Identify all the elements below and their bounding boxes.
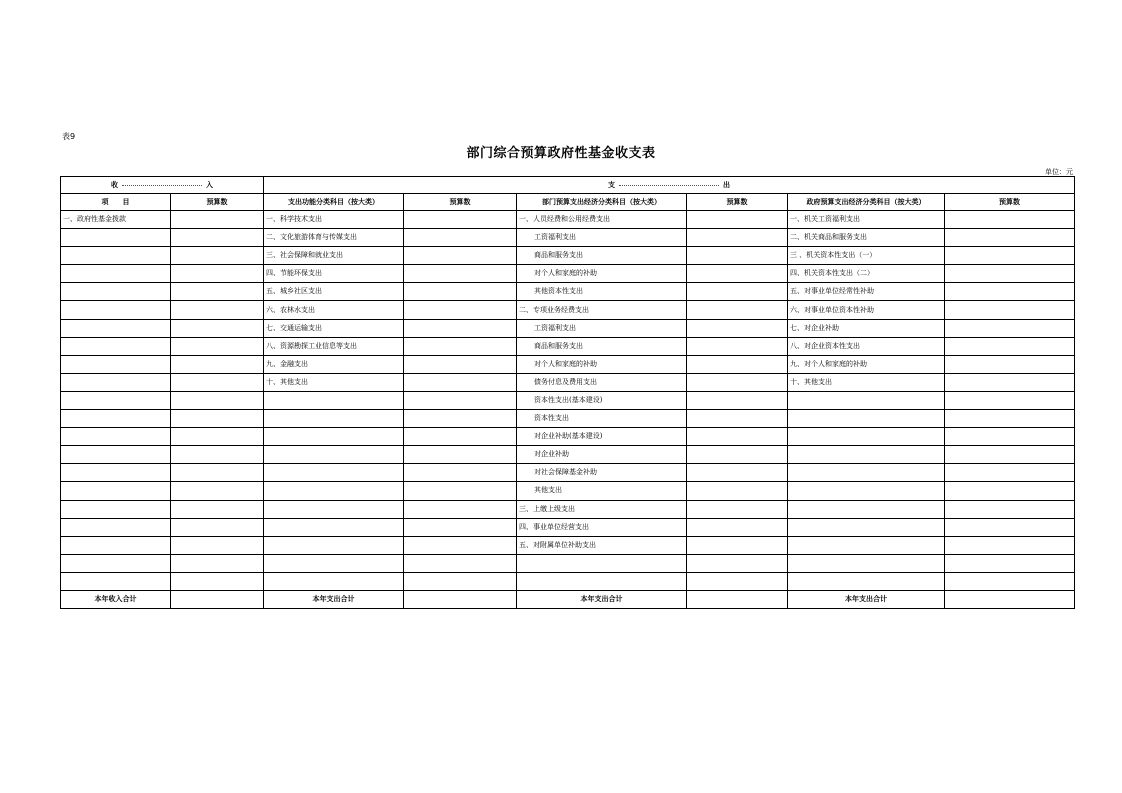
table-row bbox=[61, 337, 1075, 355]
dept-budget-cell bbox=[687, 391, 788, 409]
dept-budget-cell bbox=[687, 500, 788, 518]
gov-budget-cell bbox=[945, 337, 1075, 355]
dept-cell: 三、上缴上级支出 bbox=[517, 500, 687, 518]
table-row bbox=[61, 536, 1075, 554]
income-header-left: 收 bbox=[111, 180, 118, 189]
gov-cell bbox=[788, 554, 945, 572]
gov-cell: 十、其他支出 bbox=[788, 373, 945, 391]
table-row bbox=[61, 410, 1075, 428]
table-number: 表9 bbox=[62, 132, 76, 141]
income-budget-cell bbox=[171, 554, 264, 572]
gov-budget-cell bbox=[945, 410, 1075, 428]
func-cell: 六、农林水支出 bbox=[264, 301, 404, 319]
income-cell: 一、政府性基金拨款 bbox=[61, 211, 171, 229]
dept-budget-cell bbox=[687, 229, 788, 247]
func-cell bbox=[264, 391, 404, 409]
dept-cell: 其他支出 bbox=[517, 482, 687, 500]
dept-cell: 五、对附属单位补助支出 bbox=[517, 536, 687, 554]
dept-cell bbox=[517, 554, 687, 572]
dept-total-label: 本年支出合计 bbox=[517, 590, 687, 608]
dept-cell: 对社会保障基金补助 bbox=[517, 464, 687, 482]
dept-cell: 一、人员经费和公用经费支出 bbox=[517, 211, 687, 229]
income-cell bbox=[61, 554, 171, 572]
dept-cell: 工资福利支出 bbox=[517, 319, 687, 337]
dept-cell: 商品和服务支出 bbox=[517, 337, 687, 355]
func-budget-cell bbox=[404, 373, 517, 391]
gov-cell: 六、对事业单位资本性补助 bbox=[788, 301, 945, 319]
func-cell bbox=[264, 518, 404, 536]
dept-budget-cell bbox=[687, 319, 788, 337]
gov-budget-cell bbox=[945, 536, 1075, 554]
gov-cell bbox=[788, 464, 945, 482]
gov-cell bbox=[788, 482, 945, 500]
gov-cell bbox=[788, 536, 945, 554]
gov-budget-cell bbox=[945, 446, 1075, 464]
income-cell bbox=[61, 337, 171, 355]
gov-cell: 八、对企业资本性支出 bbox=[788, 337, 945, 355]
func-cell: 九、金融支出 bbox=[264, 355, 404, 373]
dept-cell bbox=[517, 572, 687, 590]
col-dept: 部门预算支出经济分类科目（按大类） bbox=[517, 194, 687, 211]
expense-header-dots bbox=[619, 185, 719, 186]
dept-budget-cell bbox=[687, 536, 788, 554]
income-cell bbox=[61, 536, 171, 554]
unit-label: 单位：元 bbox=[1045, 168, 1073, 176]
gov-budget-cell bbox=[945, 482, 1075, 500]
col-income-budget: 预算数 bbox=[171, 194, 264, 211]
dept-cell: 资本性支出(基本建设) bbox=[517, 391, 687, 409]
gov-budget-cell bbox=[945, 355, 1075, 373]
func-cell bbox=[264, 482, 404, 500]
table-row bbox=[61, 554, 1075, 572]
gov-cell bbox=[788, 572, 945, 590]
page-title: 部门综合预算政府性基金收支表 bbox=[466, 146, 656, 161]
gov-cell bbox=[788, 410, 945, 428]
table-row bbox=[61, 211, 1075, 229]
func-cell: 七、交通运输支出 bbox=[264, 319, 404, 337]
table-row bbox=[61, 518, 1075, 536]
col-gov: 政府预算支出经济分类科目（按大类） bbox=[788, 194, 945, 211]
func-budget-cell bbox=[404, 211, 517, 229]
dept-cell: 对企业补助 bbox=[517, 446, 687, 464]
income-budget-cell bbox=[171, 410, 264, 428]
income-budget-cell bbox=[171, 355, 264, 373]
table-row bbox=[61, 500, 1075, 518]
income-total-value bbox=[171, 590, 264, 608]
dept-cell: 二、专项业务经费支出 bbox=[517, 301, 687, 319]
col-dept-budget: 预算数 bbox=[687, 194, 788, 211]
dept-budget-cell bbox=[687, 373, 788, 391]
gov-cell bbox=[788, 500, 945, 518]
func-budget-cell bbox=[404, 410, 517, 428]
dept-total-value bbox=[687, 590, 788, 608]
func-budget-cell bbox=[404, 319, 517, 337]
func-budget-cell bbox=[404, 265, 517, 283]
table-row bbox=[61, 391, 1075, 409]
gov-budget-cell bbox=[945, 319, 1075, 337]
func-budget-cell bbox=[404, 482, 517, 500]
dept-cell: 四、事业单位经营支出 bbox=[517, 518, 687, 536]
dept-cell: 对个人和家庭的补助 bbox=[517, 265, 687, 283]
dept-budget-cell bbox=[687, 518, 788, 536]
col-item: 项 目 bbox=[61, 194, 171, 211]
column-header-row bbox=[61, 194, 1075, 211]
dept-cell: 资本性支出 bbox=[517, 410, 687, 428]
gov-budget-cell bbox=[945, 554, 1075, 572]
income-budget-cell bbox=[171, 283, 264, 301]
dept-budget-cell bbox=[687, 428, 788, 446]
func-cell: 一、科学技术支出 bbox=[264, 211, 404, 229]
income-budget-cell bbox=[171, 319, 264, 337]
income-budget-cell bbox=[171, 247, 264, 265]
func-cell: 二、文化旅游体育与传媒支出 bbox=[264, 229, 404, 247]
func-cell: 五、城乡社区支出 bbox=[264, 283, 404, 301]
func-cell bbox=[264, 410, 404, 428]
income-budget-cell bbox=[171, 373, 264, 391]
income-budget-cell bbox=[171, 572, 264, 590]
col-func-budget: 预算数 bbox=[404, 194, 517, 211]
col-gov-budget: 预算数 bbox=[945, 194, 1075, 211]
func-budget-cell bbox=[404, 518, 517, 536]
gov-cell bbox=[788, 446, 945, 464]
table-row bbox=[61, 373, 1075, 391]
dept-cell: 对企业补助(基本建设) bbox=[517, 428, 687, 446]
dept-budget-cell bbox=[687, 482, 788, 500]
income-cell bbox=[61, 373, 171, 391]
dept-budget-cell bbox=[687, 572, 788, 590]
func-budget-cell bbox=[404, 536, 517, 554]
income-budget-cell bbox=[171, 301, 264, 319]
income-header-dots bbox=[122, 185, 202, 186]
dept-cell: 工资福利支出 bbox=[517, 229, 687, 247]
total-row bbox=[61, 590, 1075, 608]
gov-budget-cell bbox=[945, 500, 1075, 518]
gov-budget-cell bbox=[945, 464, 1075, 482]
gov-total-value bbox=[945, 590, 1075, 608]
income-cell bbox=[61, 482, 171, 500]
budget-table bbox=[60, 176, 1075, 609]
func-budget-cell bbox=[404, 572, 517, 590]
func-budget-cell bbox=[404, 391, 517, 409]
expense-header-right: 出 bbox=[723, 180, 731, 189]
gov-budget-cell bbox=[945, 301, 1075, 319]
gov-cell: 二、机关商品和服务支出 bbox=[788, 229, 945, 247]
income-cell bbox=[61, 391, 171, 409]
expense-header bbox=[264, 177, 1075, 194]
table-row bbox=[61, 446, 1075, 464]
table-row bbox=[61, 355, 1075, 373]
gov-total-label: 本年支出合计 bbox=[788, 590, 945, 608]
gov-budget-cell bbox=[945, 265, 1075, 283]
gov-budget-cell bbox=[945, 518, 1075, 536]
gov-cell: 五、对事业单位经常性补助 bbox=[788, 283, 945, 301]
income-cell bbox=[61, 283, 171, 301]
table-row bbox=[61, 265, 1075, 283]
func-cell bbox=[264, 464, 404, 482]
income-cell bbox=[61, 265, 171, 283]
income-budget-cell bbox=[171, 428, 264, 446]
dept-budget-cell bbox=[687, 301, 788, 319]
func-cell bbox=[264, 428, 404, 446]
func-cell: 八、资源勘探工业信息等支出 bbox=[264, 337, 404, 355]
func-budget-cell bbox=[404, 283, 517, 301]
col-func: 支出功能分类科目（按大类） bbox=[264, 194, 404, 211]
gov-cell: 九、对个人和家庭的补助 bbox=[788, 355, 945, 373]
dept-cell: 商品和服务支出 bbox=[517, 247, 687, 265]
func-total-value bbox=[404, 590, 517, 608]
func-cell bbox=[264, 536, 404, 554]
gov-budget-cell bbox=[945, 391, 1075, 409]
gov-budget-cell bbox=[945, 229, 1075, 247]
dept-budget-cell bbox=[687, 355, 788, 373]
table-row bbox=[61, 229, 1075, 247]
dept-budget-cell bbox=[687, 464, 788, 482]
dept-cell: 债务付息及费用支出 bbox=[517, 373, 687, 391]
func-budget-cell bbox=[404, 337, 517, 355]
income-cell bbox=[61, 428, 171, 446]
expense-header-left: 支 bbox=[608, 180, 616, 189]
table-row bbox=[61, 319, 1075, 337]
gov-cell: 四、机关资本性支出（二） bbox=[788, 265, 945, 283]
func-cell bbox=[264, 572, 404, 590]
income-cell bbox=[61, 446, 171, 464]
header-row bbox=[61, 177, 1075, 194]
gov-cell bbox=[788, 428, 945, 446]
income-cell bbox=[61, 464, 171, 482]
table-row bbox=[61, 301, 1075, 319]
func-cell: 四、节能环保支出 bbox=[264, 265, 404, 283]
gov-cell: 一、机关工资福利支出 bbox=[788, 211, 945, 229]
table-row bbox=[61, 247, 1075, 265]
gov-budget-cell bbox=[945, 247, 1075, 265]
income-cell bbox=[61, 229, 171, 247]
func-budget-cell bbox=[404, 247, 517, 265]
func-budget-cell bbox=[404, 355, 517, 373]
gov-budget-cell bbox=[945, 428, 1075, 446]
income-budget-cell bbox=[171, 391, 264, 409]
income-budget-cell bbox=[171, 500, 264, 518]
func-total-label: 本年支出合计 bbox=[264, 590, 404, 608]
func-budget-cell bbox=[404, 464, 517, 482]
income-budget-cell bbox=[171, 211, 264, 229]
table-row bbox=[61, 283, 1075, 301]
gov-budget-cell bbox=[945, 283, 1075, 301]
income-cell bbox=[61, 410, 171, 428]
func-cell bbox=[264, 500, 404, 518]
income-header bbox=[61, 177, 264, 194]
income-budget-cell bbox=[171, 536, 264, 554]
dept-budget-cell bbox=[687, 446, 788, 464]
income-budget-cell bbox=[171, 265, 264, 283]
income-budget-cell bbox=[171, 464, 264, 482]
func-budget-cell bbox=[404, 446, 517, 464]
gov-cell: 三 、机关资本性支出（一） bbox=[788, 247, 945, 265]
income-cell bbox=[61, 319, 171, 337]
income-budget-cell bbox=[171, 337, 264, 355]
income-header-right: 入 bbox=[206, 180, 213, 189]
func-budget-cell bbox=[404, 428, 517, 446]
table-row bbox=[61, 482, 1075, 500]
gov-cell bbox=[788, 391, 945, 409]
dept-budget-cell bbox=[687, 554, 788, 572]
gov-budget-cell bbox=[945, 572, 1075, 590]
income-cell bbox=[61, 500, 171, 518]
dept-budget-cell bbox=[687, 265, 788, 283]
gov-cell bbox=[788, 518, 945, 536]
dept-budget-cell bbox=[687, 283, 788, 301]
dept-budget-cell bbox=[687, 211, 788, 229]
func-cell bbox=[264, 554, 404, 572]
gov-budget-cell bbox=[945, 211, 1075, 229]
gov-budget-cell bbox=[945, 373, 1075, 391]
func-budget-cell bbox=[404, 229, 517, 247]
dept-cell: 其他资本性支出 bbox=[517, 283, 687, 301]
income-cell bbox=[61, 572, 171, 590]
dept-cell: 对个人和家庭的补助 bbox=[517, 355, 687, 373]
func-budget-cell bbox=[404, 500, 517, 518]
income-cell bbox=[61, 301, 171, 319]
gov-cell: 七、对企业补助 bbox=[788, 319, 945, 337]
func-cell bbox=[264, 446, 404, 464]
func-budget-cell bbox=[404, 301, 517, 319]
income-cell bbox=[61, 518, 171, 536]
table-row bbox=[61, 428, 1075, 446]
income-budget-cell bbox=[171, 229, 264, 247]
func-cell: 十、其他支出 bbox=[264, 373, 404, 391]
table-row bbox=[61, 464, 1075, 482]
func-cell: 三、社会保障和就业支出 bbox=[264, 247, 404, 265]
income-budget-cell bbox=[171, 518, 264, 536]
dept-budget-cell bbox=[687, 247, 788, 265]
dept-budget-cell bbox=[687, 410, 788, 428]
income-cell bbox=[61, 247, 171, 265]
income-budget-cell bbox=[171, 482, 264, 500]
income-budget-cell bbox=[171, 446, 264, 464]
income-total-label: 本年收入合计 bbox=[61, 590, 171, 608]
dept-budget-cell bbox=[687, 337, 788, 355]
table-row bbox=[61, 572, 1075, 590]
income-cell bbox=[61, 355, 171, 373]
func-budget-cell bbox=[404, 554, 517, 572]
